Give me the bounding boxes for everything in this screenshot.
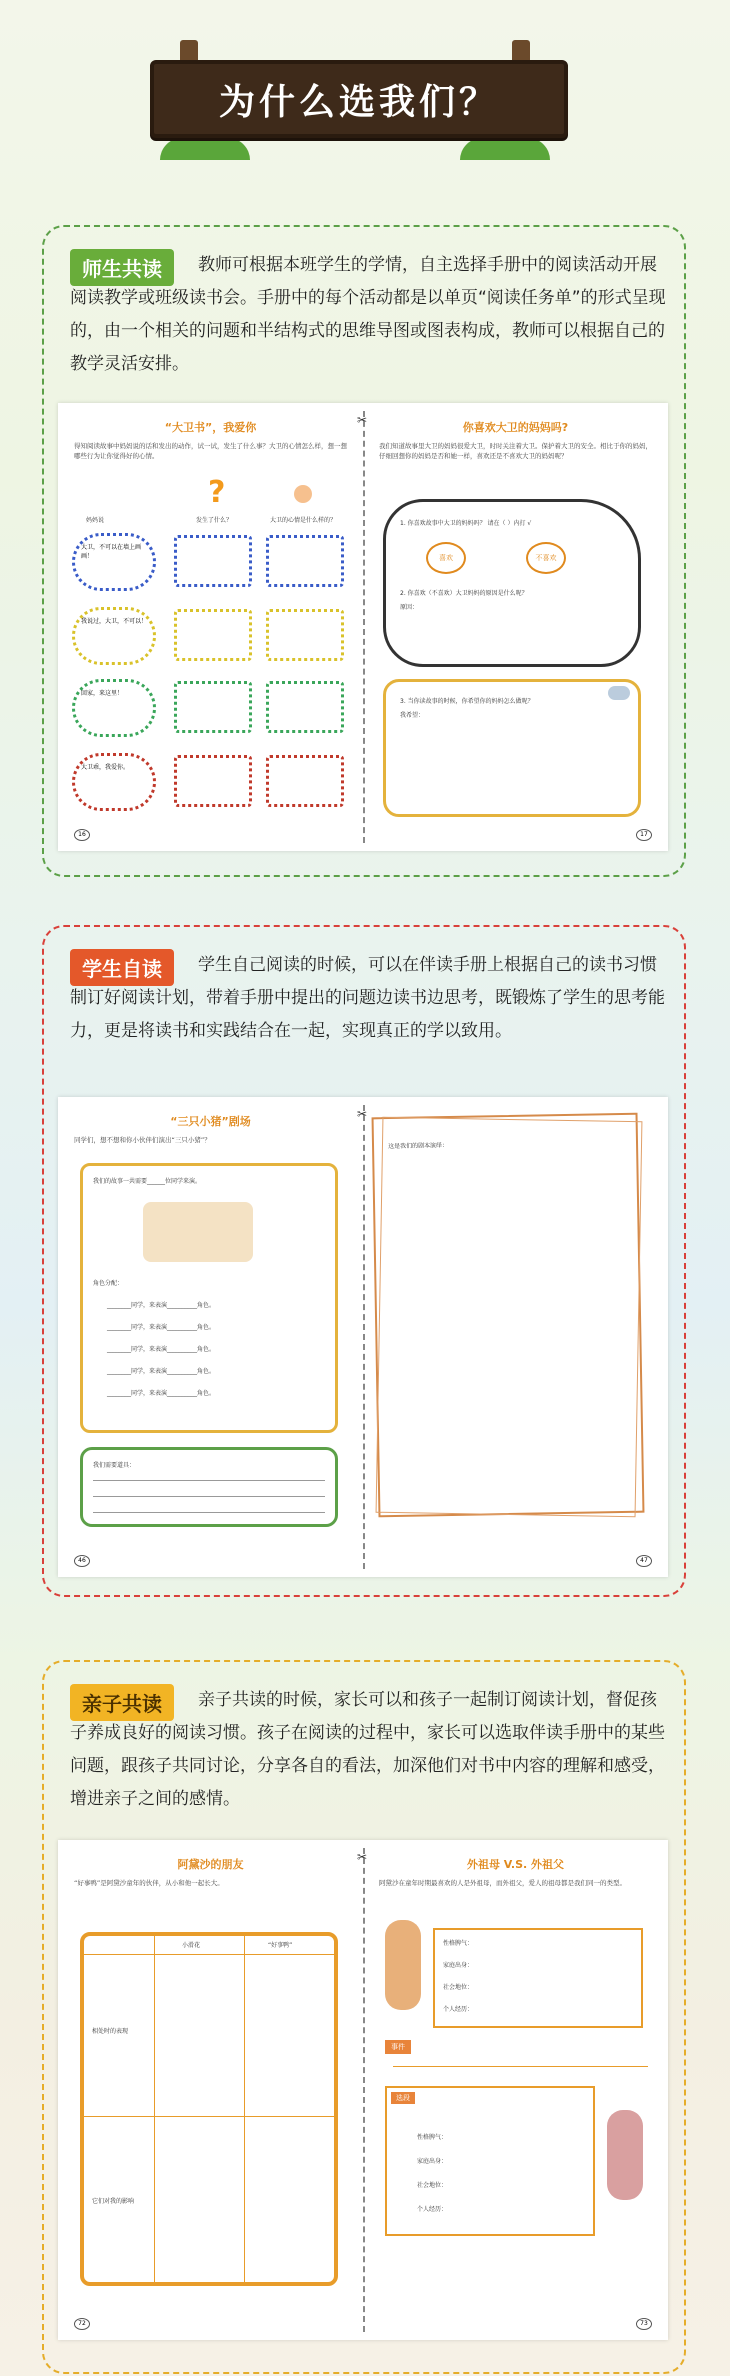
book-spread [58, 403, 668, 851]
page-title-left: “三只小猪”剧场 [170, 1115, 251, 1128]
table-divider [84, 1954, 334, 1955]
question-text: 1. 你喜欢故事中大卫的妈妈吗？ 请在（ ）内打 √ [400, 520, 532, 527]
column-label: 大卫的心情是什么样的？ [270, 517, 337, 524]
dislike-option: 不喜欢 [526, 542, 566, 574]
script-frame-inner [376, 1117, 643, 1517]
column-label: 发生了什么？ [196, 517, 233, 524]
page-left [58, 403, 363, 851]
excerpt-box [385, 2086, 595, 2236]
cloud-icon [608, 686, 630, 700]
page-number: 73 [636, 2318, 652, 2330]
write-line [93, 1496, 325, 1497]
team-size-line: 我们的故事一共需要______位同学来演。 [93, 1178, 202, 1185]
roles-label: 角色分配： [93, 1280, 124, 1287]
character-table [433, 1928, 643, 2028]
question-frame [383, 499, 641, 667]
section-description: 教师可根据本班学生的学情，自主选择手册中的阅读活动开展阅读教学或班级读书会。手册中的每个活动都是以单页“阅读任务单”的形式呈现的，由一个相关的问题和半结构式的思维导图或图表构成，教师可以根据自己的教学灵活安排。 [70, 255, 666, 374]
row-header: 相处时的表现 [92, 2028, 129, 2035]
page-left [58, 1840, 363, 2340]
answer-box [174, 755, 252, 807]
three-pigs-illustration [143, 1202, 253, 1262]
sign-board [150, 60, 568, 138]
excerpt-tag: 选段 [391, 2092, 415, 2104]
section-tag: 学生自读 [70, 949, 174, 986]
section-parent-child [42, 1660, 686, 2374]
props-label: 我们需要道具： [93, 1462, 136, 1469]
reason-label: 原因： [400, 604, 419, 611]
grass-decoration [160, 138, 250, 160]
section-tag: 亲子共读 [70, 1684, 174, 1721]
header-sign [150, 40, 560, 160]
role-line: ________同学，来表演__________角色。 [107, 1324, 216, 1331]
answer-box [266, 755, 344, 807]
page-intro: 我们知道故事里大卫的妈妈很爱大卫，时时关注着大卫。保护着大卫的安全。相比于你的妈妈，仔细回想你的妈妈是否和她一样，喜欢还是不喜欢大卫的妈妈呢？ [379, 442, 652, 460]
answer-box [174, 609, 252, 661]
speech-bubble: 我说过，大卫，不可以！ [72, 607, 156, 665]
page-intro: 阿黛沙在童年时期最喜欢的人是外祖母，而外祖父，爱人的祖母都是我们同一的类型。 [379, 1879, 626, 1887]
speech-bubble: 回家，来这里！ [72, 679, 156, 737]
row-header: 它们对我的影响 [92, 2198, 135, 2205]
page-number: 17 [636, 829, 652, 841]
hope-box [383, 679, 641, 817]
like-option: 喜欢 [426, 542, 466, 574]
book-spread [58, 1840, 668, 2340]
trait-label: 家庭出身： [417, 2158, 448, 2165]
write-line [93, 1480, 325, 1481]
section-self-reading [42, 925, 686, 1597]
question-text: 2. 你喜欢（不喜欢）大卫妈妈的原因是什么呢？ [400, 590, 528, 597]
column-label: 妈妈说 [86, 517, 105, 524]
comparison-table [80, 1932, 338, 2286]
trait-label: 个人经历： [417, 2206, 448, 2213]
answer-box [266, 681, 344, 733]
write-line [393, 2066, 648, 2067]
page-number: 72 [74, 2318, 90, 2330]
book-spread [58, 1097, 668, 1577]
hope-label: 我希望： [400, 712, 425, 719]
props-box [80, 1447, 338, 1527]
question-text: 3. 当你读故事的时候，你希望你的妈妈怎么做呢？ [400, 698, 534, 705]
answer-box [174, 535, 252, 587]
script-label: 这是我们的剧本演绎： [387, 1142, 449, 1151]
grandfather-illustration [385, 1920, 421, 2010]
question-mark-icon: ? [208, 475, 226, 510]
page-intro: 同学们，想不想和你小伙伴们演出“三只小猪”？ [74, 1136, 211, 1144]
section-description: 亲子共读的时候，家长可以和孩子一起制订阅读计划，督促孩子养成良好的阅读习惯。孩子在阅读的过程中，家长可以选取伴读手册中的某些问题，跟孩子共同讨论，分享各自的看法，加深他们对书中内容的理解和感受，增进亲子之间的感情。 [70, 1690, 665, 1809]
table-header: “好事鸭” [268, 1942, 293, 1949]
role-line: ________同学，来表演__________角色。 [107, 1368, 216, 1375]
page-left [58, 1097, 363, 1577]
answer-box [266, 535, 344, 587]
page-title-right: 你喜欢大卫的妈妈吗? [462, 421, 569, 434]
speech-bubble: 大卫，不可以在墙上画画！ [72, 533, 156, 591]
grandmother-illustration [607, 2110, 643, 2200]
scissors-icon: ✂ [357, 1850, 368, 1864]
page-title: 为什么选我们？ [218, 81, 499, 123]
trait-label: 个人经历： [443, 2006, 474, 2013]
role-line: ________同学，来表演__________角色。 [107, 1302, 216, 1309]
trait-label: 性格脾气： [443, 1940, 474, 1947]
table-divider [154, 1936, 155, 2282]
section-teacher-student [42, 225, 686, 877]
page-right [363, 1097, 668, 1577]
page-title-right: 外祖母 V.S. 外祖父 [466, 1858, 565, 1871]
page-intro: “好事鸭”是阿黛沙童年的伙伴，从小和他一起长大。 [74, 1879, 224, 1887]
table-header: 小滑花 [182, 1942, 201, 1949]
page-intro: 得知阅读故事中妈妈说的话和发出的动作，试一试，发生了什么事？大卫的心情怎么样，想一想哪些行为让你觉得好的心情。 [74, 442, 347, 460]
role-line: ________同学，来表演__________角色。 [107, 1390, 216, 1397]
page-number: 47 [636, 1555, 652, 1567]
page-number: 16 [74, 829, 90, 841]
page-right [363, 403, 668, 851]
page-title-left: 阿黛沙的朋友 [177, 1858, 244, 1871]
answer-box [266, 609, 344, 661]
page-title-left: “大卫书”，我爱你 [164, 421, 257, 434]
page-right [363, 1840, 668, 2340]
speech-bubble: 大卫乖，我爱你。 [72, 753, 156, 811]
scissors-icon: ✂ [357, 413, 368, 427]
answer-box [174, 681, 252, 733]
role-assignment-box [80, 1163, 338, 1433]
role-line: ________同学，来表演__________角色。 [107, 1346, 216, 1353]
grass-decoration [460, 138, 550, 160]
write-line [93, 1512, 325, 1513]
event-tag: 事件 [385, 2040, 411, 2054]
page-number: 46 [74, 1555, 90, 1567]
table-divider [84, 2116, 334, 2117]
section-description: 学生自己阅读的时候，可以在伴读手册上根据自己的读书习惯制订好阅读计划，带着手册中提出的问题边读书边思考，既锻炼了学生的思考能力，更是将读书和实践结合在一起，实现真正的学以致用。 [70, 955, 665, 1041]
scissors-icon: ✂ [357, 1107, 368, 1121]
trait-label: 家庭出身： [443, 1962, 474, 1969]
section-tag: 师生共读 [70, 249, 174, 286]
boy-face-icon [294, 485, 312, 503]
trait-label: 社会地位： [417, 2182, 448, 2189]
trait-label: 社会地位： [443, 1984, 474, 1991]
table-divider [244, 1936, 245, 2282]
trait-label: 性格脾气： [417, 2134, 448, 2141]
